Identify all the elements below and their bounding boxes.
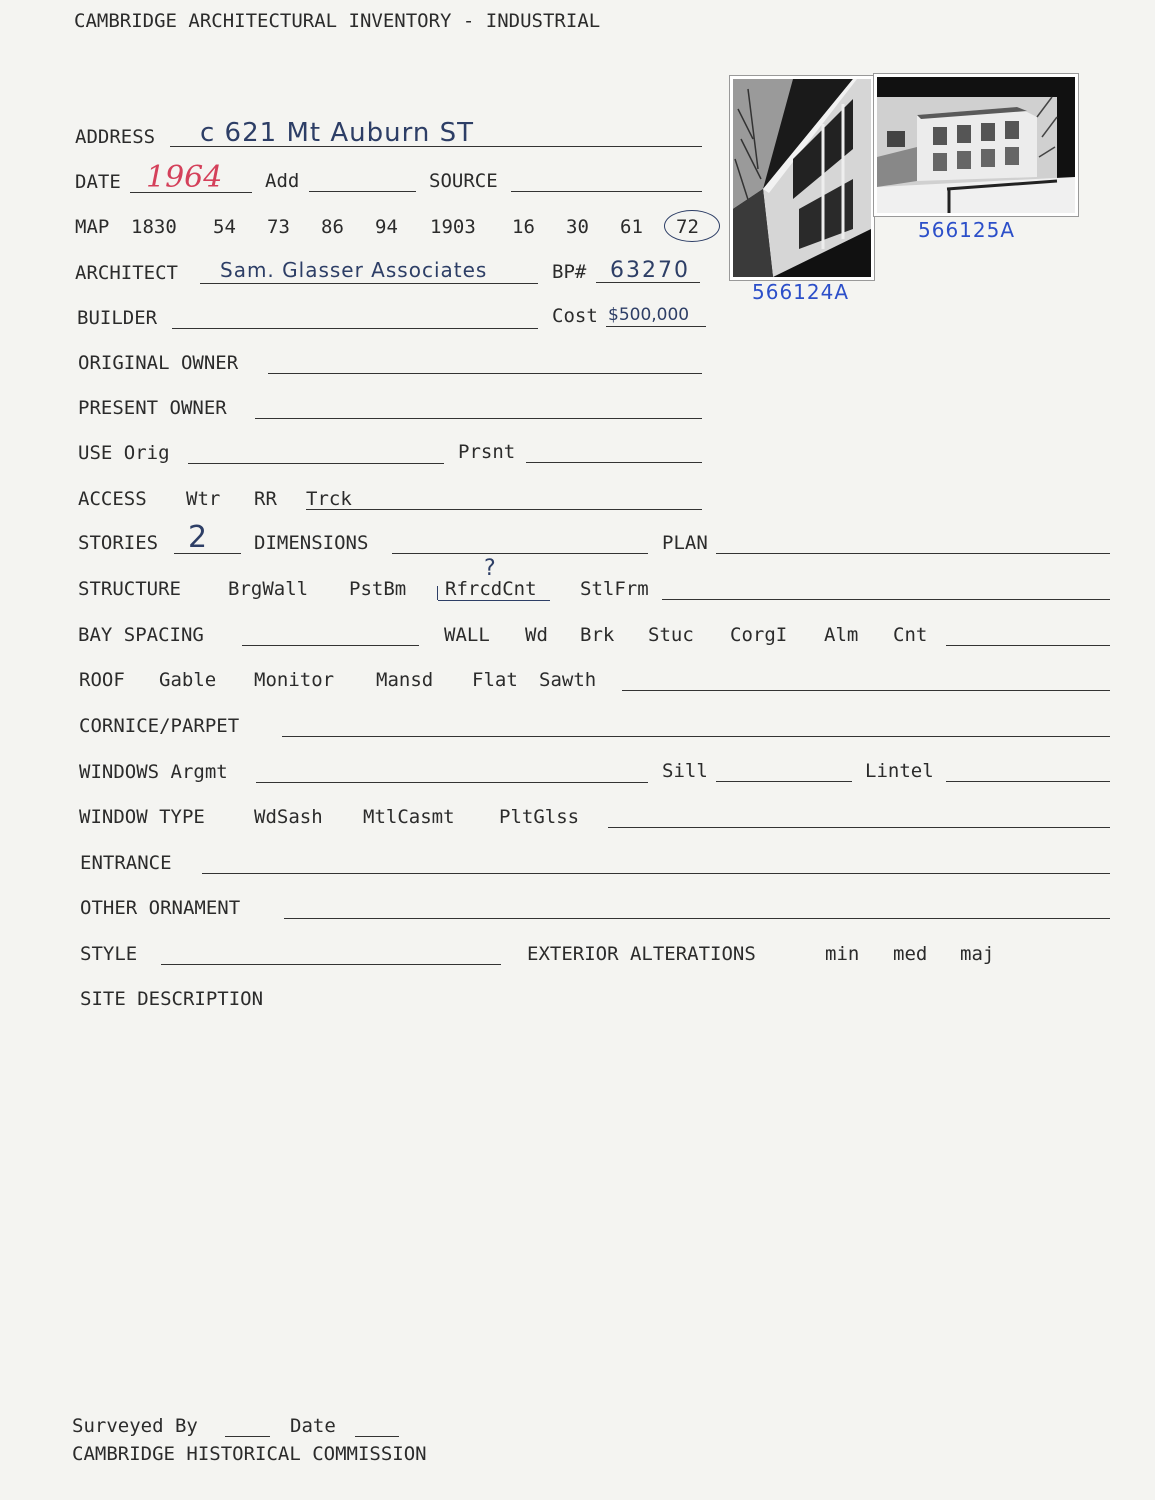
map-year-1903: 1903	[430, 216, 476, 238]
wall-opt-wd: Wd	[525, 624, 548, 646]
ornament-line	[284, 918, 1110, 919]
map-label: MAP	[75, 216, 110, 238]
cost-value: $500,000	[608, 305, 690, 325]
access-line	[306, 509, 702, 510]
wall-opt-cnt: Cnt	[893, 624, 928, 646]
building-photo-2	[874, 74, 1078, 216]
style-label: STYLE	[80, 943, 138, 965]
bay-spacing-label: BAY SPACING	[78, 624, 204, 646]
form-title: CAMBRIDGE ARCHITECTURAL INVENTORY - INDUSTRIAL	[74, 10, 601, 32]
map-year-61: 61	[620, 216, 643, 238]
access-opt-wtr: Wtr	[186, 488, 221, 510]
footer-date-label: Date	[290, 1415, 336, 1437]
access-opt-rr: RR	[254, 488, 277, 510]
roof-opt-gable: Gable	[159, 669, 217, 691]
photo-2-id: 566125A	[918, 218, 1016, 242]
lintel-label: Lintel	[865, 760, 934, 782]
windows-line	[256, 782, 648, 783]
builder-label: BUILDER	[77, 307, 158, 329]
source-line	[511, 191, 702, 192]
builder-line	[172, 328, 538, 329]
bay-spacing-line	[242, 645, 419, 646]
wall-opt-corgi: CorgI	[730, 624, 788, 646]
window-type-label: WINDOW TYPE	[79, 806, 205, 828]
map-year-1830: 1830	[131, 216, 177, 238]
site-description-label: SITE DESCRIPTION	[80, 988, 264, 1010]
surveyed-by-line	[225, 1436, 270, 1437]
surveyed-by-label: Surveyed By	[72, 1415, 198, 1437]
map-year-86: 86	[321, 216, 344, 238]
present-owner-line	[255, 418, 702, 419]
present-owner-label: PRESENT OWNER	[78, 397, 227, 419]
architect-value: Sam. Glasser Associates	[220, 258, 488, 282]
structure-selection-bracket	[437, 586, 438, 600]
use-prsnt-label: Prsnt	[458, 441, 516, 463]
structure-line	[662, 599, 1110, 600]
alterations-label: EXTERIOR ALTERATIONS	[527, 943, 756, 965]
add-line	[309, 191, 416, 192]
address-value: c 621 Mt Auburn ST	[200, 118, 474, 148]
use-orig-label: USE Orig	[78, 442, 170, 464]
lintel-line	[946, 781, 1110, 782]
map-year-72: 72	[676, 216, 699, 238]
roof-label: ROOF	[79, 669, 125, 691]
wall-label: WALL	[444, 624, 490, 646]
window-type-opt-wdsash: WdSash	[254, 806, 323, 828]
stories-label: STORIES	[78, 532, 159, 554]
original-owner-line	[268, 373, 702, 374]
window-type-opt-mtlcasmt: MtlCasmt	[363, 806, 455, 828]
sill-line	[716, 781, 852, 782]
date-label: DATE	[75, 171, 121, 193]
structure-opt-rfrcdcnt: RfrcdCnt	[445, 578, 537, 600]
map-year-30: 30	[566, 216, 589, 238]
commission-name: CAMBRIDGE HISTORICAL COMMISSION	[72, 1443, 427, 1465]
footer-date-line	[355, 1436, 399, 1437]
ornament-label: OTHER ORNAMENT	[80, 897, 241, 919]
roof-opt-mansd: Mansd	[376, 669, 434, 691]
structure-label: STRUCTURE	[78, 578, 181, 600]
roof-opt-flat: Flat	[472, 669, 518, 691]
map-year-54: 54	[213, 216, 236, 238]
source-label: SOURCE	[429, 170, 498, 192]
original-owner-label: ORIGINAL OWNER	[78, 352, 239, 374]
cost-line	[606, 326, 706, 327]
alteration-opt-med: med	[893, 943, 928, 965]
building-photo-1	[730, 76, 874, 280]
window-type-line	[608, 827, 1110, 828]
bp-value: 63270	[610, 258, 690, 283]
alteration-opt-maj: maj	[960, 943, 995, 965]
structure-opt-brgwall: BrgWall	[228, 578, 309, 600]
map-year-16: 16	[512, 216, 535, 238]
add-label: Add	[265, 170, 300, 192]
alteration-opt-min: min	[825, 943, 860, 965]
stories-value: 2	[188, 520, 208, 555]
plan-line	[716, 553, 1110, 554]
structure-opt-pstbm: PstBm	[349, 578, 407, 600]
access-label: ACCESS	[78, 488, 147, 510]
map-selection-circle	[664, 210, 720, 242]
dimensions-label: DIMENSIONS	[254, 532, 369, 554]
wall-line	[946, 645, 1110, 646]
wall-opt-brk: Brk	[580, 624, 615, 646]
cost-label: Cost	[552, 305, 598, 327]
map-year-94: 94	[375, 216, 398, 238]
structure-query-mark: ?	[484, 556, 496, 581]
plan-label: PLAN	[662, 532, 708, 554]
access-opt-trck: Trck	[306, 488, 352, 510]
style-line	[161, 964, 501, 965]
cornice-label: CORNICE/PARPET	[79, 715, 240, 737]
cornice-line	[282, 736, 1110, 737]
address-label: ADDRESS	[75, 126, 156, 148]
structure-selection-underline	[438, 600, 550, 601]
sill-label: Sill	[662, 760, 708, 782]
roof-opt-sawth: Sawth	[539, 669, 597, 691]
windows-label: WINDOWS Argmt	[79, 761, 228, 783]
stories-line	[174, 553, 241, 554]
architect-line	[200, 283, 538, 284]
date-value: 1964	[146, 160, 223, 195]
building-photo-1-image	[733, 79, 871, 277]
structure-opt-stlfrm: StlFrm	[580, 578, 649, 600]
roof-line	[622, 690, 1110, 691]
use-orig-line	[188, 463, 444, 464]
roof-opt-monitor: Monitor	[254, 669, 335, 691]
photo-1-id: 566124A	[752, 280, 850, 304]
architect-label: ARCHITECT	[75, 262, 178, 284]
wall-opt-stuc: Stuc	[648, 624, 694, 646]
dimensions-line	[392, 553, 648, 554]
use-prsnt-line	[526, 462, 702, 463]
window-type-opt-pltglss: PltGlss	[499, 806, 580, 828]
wall-opt-alm: Alm	[824, 624, 859, 646]
map-year-73: 73	[267, 216, 290, 238]
bp-label: BP#	[552, 261, 587, 283]
building-photo-2-image	[877, 77, 1075, 213]
entrance-line	[202, 873, 1110, 874]
entrance-label: ENTRANCE	[80, 852, 172, 874]
